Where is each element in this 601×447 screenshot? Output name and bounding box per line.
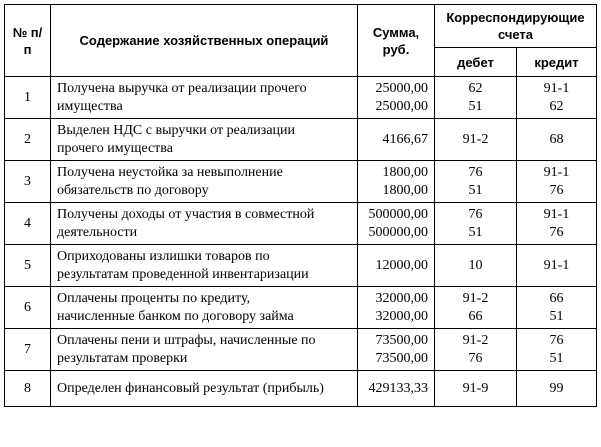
amount-cell <box>358 329 435 371</box>
header-row <box>5 5 597 48</box>
amount-cell <box>358 203 435 245</box>
debit-cell-line: 91-9 <box>462 380 489 396</box>
credit-cell <box>517 203 597 245</box>
debit-cell <box>435 203 517 245</box>
amount-cell-line: 500000,00 <box>368 224 428 240</box>
amount-cell <box>358 77 435 119</box>
amount-cell-line: 25000,00 <box>375 98 428 114</box>
operation-cell <box>51 203 358 245</box>
operation-cell-line: деятельности <box>57 224 138 240</box>
credit-cell-line: 51 <box>549 308 564 324</box>
table-row <box>5 203 597 245</box>
operation-cell-line: Оприходованы излишки товаров по <box>57 248 270 264</box>
operation-cell <box>51 245 358 287</box>
operation-cell-line: Получены доходы от участия в совместной <box>57 206 315 222</box>
amount-cell-line: 1800,00 <box>382 164 428 180</box>
debit-cell <box>435 287 517 329</box>
debit-cell <box>435 329 517 371</box>
debit-cell-line: 51 <box>468 224 483 240</box>
amount-cell-line: 1800,00 <box>382 182 428 198</box>
header-amount: Сумма, руб. <box>358 5 435 77</box>
operation-cell-line: Оплачены проценты по кредиту, <box>57 290 251 306</box>
credit-cell <box>517 245 597 287</box>
credit-cell-line: 51 <box>549 350 564 366</box>
operation-cell-line: результатам проведенной инвентаризации <box>57 266 309 282</box>
debit-cell <box>435 245 517 287</box>
row-num-cell: 5 <box>5 245 51 287</box>
table-row <box>5 77 597 119</box>
debit-cell <box>435 371 517 407</box>
operation-cell <box>51 77 358 119</box>
row-num-cell: 7 <box>5 329 51 371</box>
operation-cell <box>51 371 358 407</box>
row-num-cell: 1 <box>5 77 51 119</box>
credit-cell-line: 91-1 <box>543 206 570 222</box>
table-row <box>5 161 597 203</box>
operation-cell-line: имущества <box>57 98 123 114</box>
row-num-cell: 3 <box>5 161 51 203</box>
credit-cell-line: 91-1 <box>543 257 570 273</box>
table-row <box>5 287 597 329</box>
debit-cell <box>435 119 517 161</box>
operation-cell <box>51 119 358 161</box>
amount-cell-line: 429133,33 <box>368 380 428 396</box>
credit-cell <box>517 119 597 161</box>
credit-cell-line: 68 <box>549 131 564 147</box>
credit-cell <box>517 161 597 203</box>
operation-cell-line: Получена неустойка за невыполнение <box>57 164 283 180</box>
amount-cell <box>358 161 435 203</box>
debit-cell-line: 51 <box>468 182 483 198</box>
credit-cell-line: 99 <box>549 380 564 396</box>
header-accounts: Корреспондирующие счета <box>435 5 597 48</box>
amount-cell-line: 12000,00 <box>375 257 428 273</box>
amount-cell-line: 73500,00 <box>375 332 428 348</box>
header-debit: дебет <box>435 48 517 77</box>
credit-cell <box>517 77 597 119</box>
header-operation: Содержание хозяйственных операций <box>51 5 358 77</box>
table-row <box>5 329 597 371</box>
credit-cell-line: 91-1 <box>543 164 570 180</box>
table-row <box>5 119 597 161</box>
debit-cell-line: 66 <box>468 308 483 324</box>
debit-cell-line: 76 <box>468 206 483 222</box>
credit-cell-line: 66 <box>549 290 564 306</box>
operation-cell-line: Определен финансовый результат (прибыль) <box>57 380 324 396</box>
operation-cell-line: Получена выручка от реализации прочего <box>57 80 307 96</box>
amount-cell <box>358 287 435 329</box>
header-credit: кредит <box>517 48 597 77</box>
amount-cell <box>358 119 435 161</box>
credit-cell-line: 76 <box>549 182 564 198</box>
amount-cell-line: 32000,00 <box>375 308 428 324</box>
table-row <box>5 371 597 407</box>
amount-cell <box>358 245 435 287</box>
operation-cell <box>51 161 358 203</box>
debit-cell-line: 91-2 <box>462 332 489 348</box>
debit-cell-line: 91-2 <box>462 131 489 147</box>
debit-cell <box>435 161 517 203</box>
operation-cell-line: результатам проверки <box>57 350 188 366</box>
operation-cell-line: начисленные банком по договору займа <box>57 308 294 324</box>
debit-cell-line: 76 <box>468 164 483 180</box>
operation-cell-line: Оплачены пени и штрафы, начисленные по <box>57 332 316 348</box>
amount-cell-line: 73500,00 <box>375 350 428 366</box>
ledger-body <box>5 77 597 407</box>
debit-cell-line: 10 <box>468 257 483 273</box>
header-num-text: № п/ п <box>12 24 43 57</box>
amount-cell <box>358 371 435 407</box>
amount-cell-line: 25000,00 <box>375 80 428 96</box>
debit-cell-line: 91-2 <box>462 290 489 306</box>
credit-cell <box>517 371 597 407</box>
operation-cell-line: Выделен НДС с выручки от реализации <box>57 122 296 138</box>
table-row <box>5 245 597 287</box>
operations-ledger-table <box>4 4 597 407</box>
row-num-cell: 6 <box>5 287 51 329</box>
operation-cell-line: прочего имущества <box>57 140 173 156</box>
credit-cell-line: 91-1 <box>543 80 570 96</box>
credit-cell-line: 76 <box>549 332 564 348</box>
row-num-cell: 2 <box>5 119 51 161</box>
operation-cell <box>51 287 358 329</box>
row-num-cell: 4 <box>5 203 51 245</box>
debit-cell <box>435 77 517 119</box>
debit-cell-line: 62 <box>468 80 483 96</box>
amount-cell-line: 4166,67 <box>382 131 428 147</box>
debit-cell-line: 51 <box>468 98 483 114</box>
debit-cell-line: 76 <box>468 350 483 366</box>
credit-cell-line: 76 <box>549 224 564 240</box>
amount-cell-line: 500000,00 <box>368 206 428 222</box>
row-num-cell: 8 <box>5 371 51 407</box>
credit-cell <box>517 287 597 329</box>
operation-cell-line: обязательств по договору <box>57 182 209 198</box>
header-num <box>5 5 51 77</box>
operation-cell <box>51 329 358 371</box>
credit-cell <box>517 329 597 371</box>
amount-cell-line: 32000,00 <box>375 290 428 306</box>
credit-cell-line: 62 <box>549 98 564 114</box>
